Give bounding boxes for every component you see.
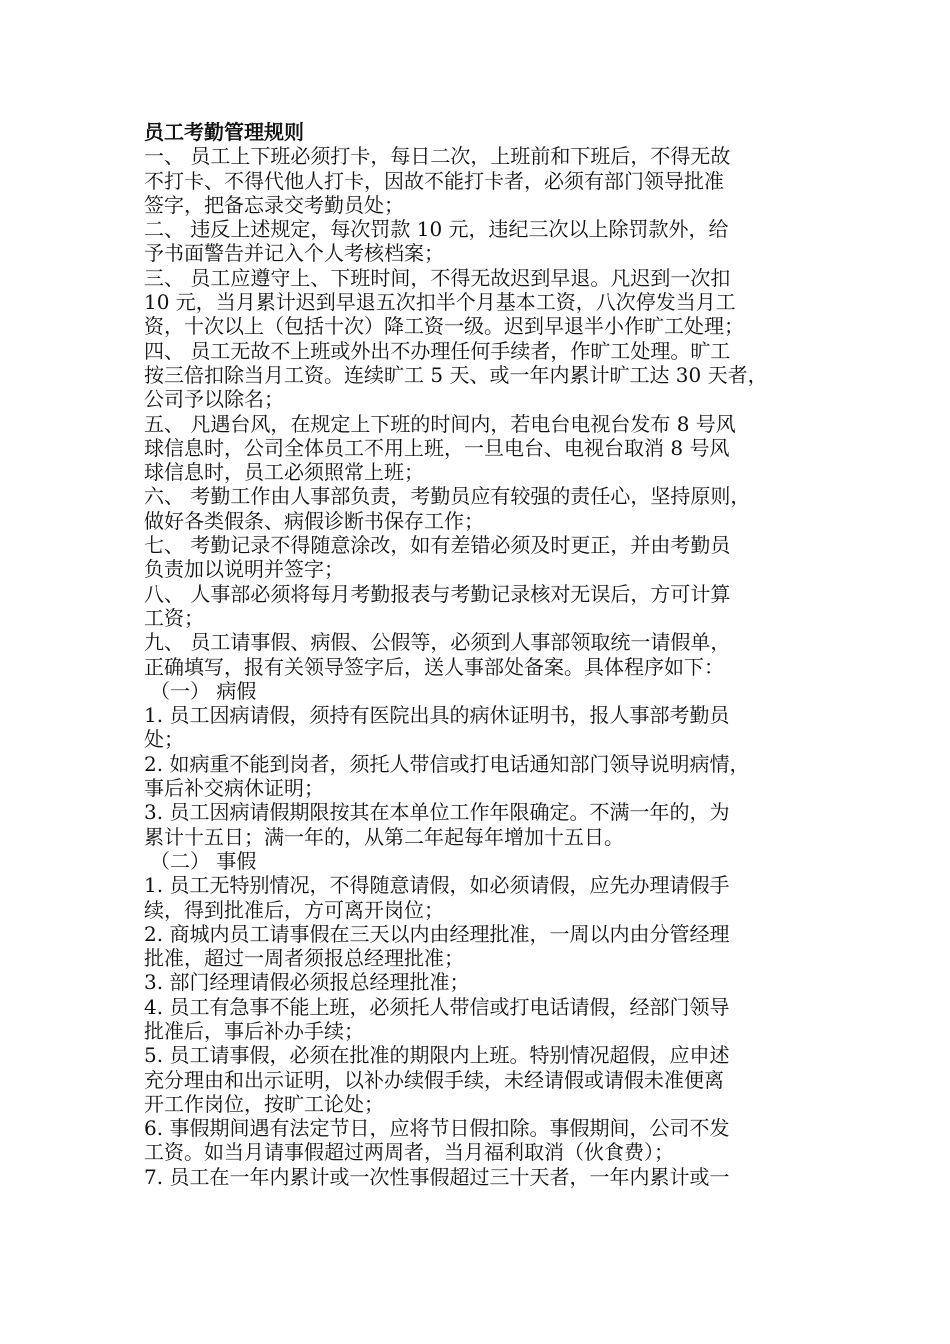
text-line: 处； [144, 727, 184, 752]
text-line: 充分理由和出示证明，以补办续假手续，未经请假或请假未准便离 [144, 1067, 724, 1092]
text-line: 工资。如当月请事假超过两周者，当月福利取消（伙食费）； [144, 1140, 674, 1165]
text-line: 3. 员工因病请假期限按其在本单位工作年限确定。不满一年的，为 [144, 800, 730, 825]
text-line: （一） 病假 [150, 678, 257, 703]
text-line: 正确填写，报有关领导签字后，送人事部处备案。具体程序如下： [144, 654, 724, 679]
text-line: 三、 员工应遵守上、下班时间，不得无故迟到早退。凡迟到一次扣 [144, 265, 731, 290]
document-title: 员工考勤管理规则 [144, 120, 304, 144]
text-line: 不打卡、不得代他人打卡，因故不能打卡者，必须有部门领导批准 [144, 168, 724, 193]
text-line: 八、 人事部必须将每月考勤报表与考勤记录核对无误后，方可计算 [144, 581, 731, 606]
text-line: 签字，把备忘录交考勤员处； [144, 192, 404, 217]
text-line: 7. 员工在一年内累计或一次性事假超过三十天者，一年内累计或一 [144, 1164, 730, 1189]
text-line: 七、 考勤记录不得随意涂改，如有差错必须及时更正，并由考勤员 [144, 533, 731, 558]
text-line: 工资； [144, 605, 204, 630]
text-line: 六、 考勤工作由人事部负责，考勤员应有较强的责任心，坚持原则， [144, 484, 751, 509]
text-line: 10 元，当月累计迟到早退五次扣半个月基本工资，八次停发当月工 [144, 290, 736, 315]
text-line: 6. 事假期间遇有法定节日，应将节日假扣除。事假期间，公司不发 [144, 1116, 730, 1141]
text-line: 事后补交病休证明； [144, 776, 324, 801]
text-line: 累计十五日；满一年的，从第二年起每年增加十五日。 [144, 824, 624, 849]
text-line: 按三倍扣除当月工资。连续旷工 5 天、或一年内累计旷工达 30 天者， [144, 362, 768, 387]
text-line: 开工作岗位，按旷工论处； [144, 1091, 384, 1116]
text-line: 二、 违反上述规定，每次罚款 10 元，违纪三次以上除罚款外，给 [144, 217, 729, 242]
text-line: 1. 员工因病请假，须持有医院出具的病休证明书，报人事部考勤员 [144, 703, 730, 728]
text-line: 批准后，事后补办手续； [144, 1018, 364, 1043]
text-line: 一、 员工上下班必须打卡，每日二次，上班前和下班后，不得无故 [144, 144, 731, 169]
document-page [144, 120, 824, 1189]
text-line: 予书面警告并记入个人考核档案； [144, 241, 444, 266]
text-line: 续，得到批准后，方可离开岗位； [144, 897, 444, 922]
document-body [144, 144, 824, 1189]
text-line: 负责加以说明并签字； [144, 557, 344, 582]
text-line: 2. 如病重不能到岗者，须托人带信或打电话通知部门领导说明病情， [144, 751, 750, 776]
text-line: 球信息时，员工必须照常上班； [144, 460, 424, 485]
text-line: 3. 部门经理请假必须报总经理批准； [144, 970, 470, 995]
text-line: 4. 员工有急事不能上班，必须托人带信或打电话请假，经部门领导 [144, 994, 730, 1019]
text-line: 1. 员工无特别情况，不得随意请假，如必须请假，应先办理请假手 [144, 873, 730, 898]
text-line: （二） 事假 [150, 848, 257, 873]
text-line: 球信息时，公司全体员工不用上班，一旦电台、电视台取消 8 号风 [144, 435, 730, 460]
text-line: 公司予以除名； [144, 387, 284, 412]
text-line: 2. 商城内员工请事假在三天以内由经理批准，一周以内由分管经理 [144, 921, 730, 946]
text-line: 做好各类假条、病假诊断书保存工作； [144, 508, 484, 533]
text-line: 九、 员工请事假、病假、公假等，必须到人事部领取统一请假单， [144, 630, 731, 655]
text-line: 五、 凡遇台风，在规定上下班的时间内，若电台电视台发布 8 号风 [144, 411, 736, 436]
text-line: 资，十次以上（包括十次）降工资一级。迟到早退半小作旷工处理； [144, 314, 744, 339]
text-line: 四、 员工无故不上班或外出不办理任何手续者，作旷工处理。旷工 [144, 338, 731, 363]
text-line: 批准，超过一周者须报总经理批准； [144, 946, 464, 971]
text-line: 5. 员工请事假，必须在批准的期限内上班。特别情况超假，应申述 [144, 1043, 730, 1068]
